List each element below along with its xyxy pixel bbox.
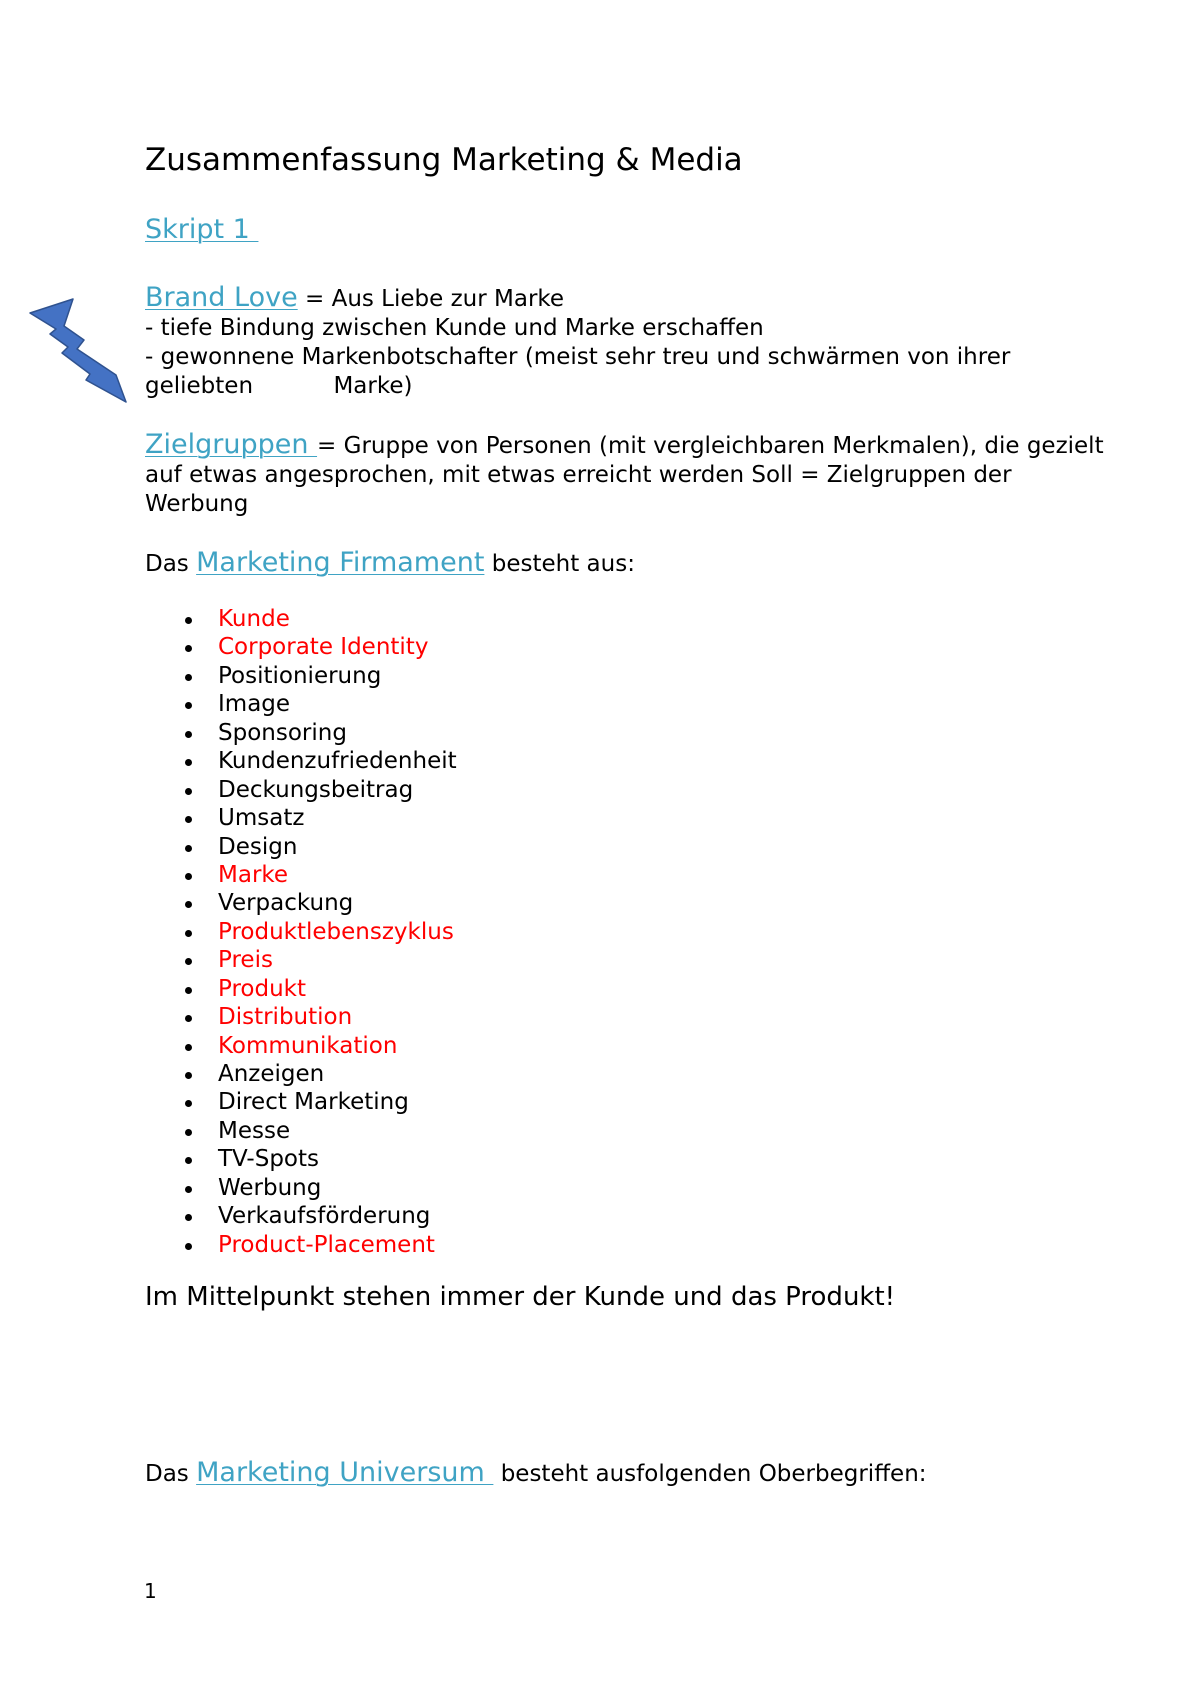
list-item: Messe: [145, 1117, 457, 1145]
list-item: Produkt: [145, 975, 457, 1003]
brand-love-point: - tiefe Bindung zwischen Kunde und Marke erschaffen: [145, 315, 764, 341]
list-item: Kommunikation: [145, 1032, 457, 1060]
list-item: Corporate Identity: [145, 633, 457, 661]
list-item: Positionierung: [145, 662, 457, 690]
brand-love-block: [145, 283, 1105, 401]
brand-love-term: Brand Love: [145, 282, 298, 313]
list-item: Kundenzufriedenheit: [145, 747, 457, 775]
universum-prefix: Das: [145, 1461, 197, 1487]
list-item: Image: [145, 690, 457, 718]
list-item: Verkaufsförderung: [145, 1202, 457, 1230]
list-item: Product-Placement: [145, 1231, 457, 1259]
list-item: Marke: [145, 861, 457, 889]
list-item: Verpackung: [145, 889, 457, 917]
universum-suffix: besteht ausfolgenden Oberbegriffen:: [493, 1461, 927, 1487]
list-item: Anzeigen: [145, 1060, 457, 1088]
list-item: TV-Spots: [145, 1145, 457, 1173]
page-number: 1: [144, 1579, 157, 1603]
list-item: Produktlebenszyklus: [145, 918, 457, 946]
list-item: Design: [145, 833, 457, 861]
brand-love-definition-text: = Aus Liebe zur Marke: [297, 286, 565, 312]
firmament-prefix: Das: [145, 551, 197, 577]
firmament-intro: [145, 548, 1105, 579]
section-heading-link: Skript 1: [145, 214, 259, 245]
document-title: Zusammenfassung Marketing & Media: [145, 142, 743, 178]
list-item: Preis: [145, 946, 457, 974]
zielgruppen-term: Zielgruppen: [145, 429, 318, 460]
lightning-bolt-icon: [28, 296, 128, 408]
list-item: Distribution: [145, 1003, 457, 1031]
list-item: Kunde: [145, 605, 457, 633]
section-heading: [145, 214, 258, 245]
universum-term: Marketing Universum: [196, 1457, 494, 1488]
list-item: Sponsoring: [145, 719, 457, 747]
firmament-list: [145, 605, 457, 1259]
firmament-suffix: besteht aus:: [484, 551, 635, 577]
universum-intro: [145, 1457, 927, 1488]
center-statement: Im Mittelpunkt stehen immer der Kunde und das Produkt!: [145, 1282, 896, 1312]
list-item: Direct Marketing: [145, 1088, 457, 1116]
list-item: Umsatz: [145, 804, 457, 832]
firmament-term: Marketing Firmament: [196, 547, 485, 578]
brand-love-definition: [145, 283, 1105, 314]
list-item: Deckungsbeitrag: [145, 776, 457, 804]
brand-love-point: - gewonnene Markenbotschafter (meist sehr treu und schwärmen von ihrer geliebten Marke): [145, 344, 1011, 399]
list-item: Werbung: [145, 1174, 457, 1202]
zielgruppen-definition: = Gruppe von Personen (mit vergleichbaren Merkmalen), die gezielt auf etwas angesprochen, mit etwas erreicht werden Soll = Zielgruppen der Werbung: [145, 433, 1104, 517]
zielgruppen-block: [145, 430, 1105, 519]
